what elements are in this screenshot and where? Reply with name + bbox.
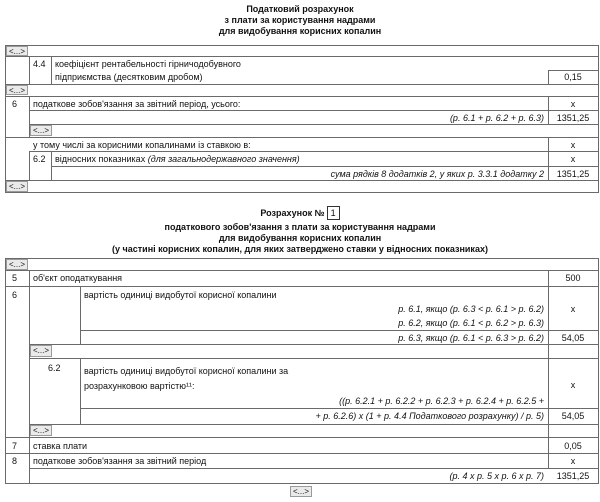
table2-row-8-label: податкове зобов'язання за звітний період xyxy=(33,456,207,466)
table2-row-7-number: 7 xyxy=(12,441,18,451)
table2-row-8-number: 8 xyxy=(12,456,18,466)
table1-row-6-2-label xyxy=(55,154,300,165)
table1-title-line2: з плати за користування надрами xyxy=(224,15,376,25)
table1-row-6-2-label-plain: відносних показниках xyxy=(55,154,146,164)
table2-row-8-formula: (р. 4 х р. 5 х р. 6 х р. 7) xyxy=(449,471,544,481)
table2-row-6-2-label-line1: вартість одиниці видобутої корисної копалини за xyxy=(84,366,289,376)
table2-row-6-2-x: x xyxy=(570,380,576,390)
table2-row-7-value: 0,05 xyxy=(564,441,582,451)
table1-ellipsis-row-3: <...> xyxy=(30,125,52,136)
table2-row-8-x: x xyxy=(570,456,576,466)
table2-row-6-2-formula-line2: + р. 6.2.6) х (1 + р. 4.4 Податкового розрахунку) / р. 5) xyxy=(315,411,544,421)
table2-ellipsis-row-1: <...> xyxy=(6,259,28,270)
table2-row-5-number: 5 xyxy=(12,273,18,283)
table2-title-line4: (у частині корисних копалин, для яких затверджено ставки у відносних показниках) xyxy=(112,244,488,254)
table1-row-4-4-label-line1: коефіцієнт рентабельності гірничодобувного xyxy=(55,59,241,69)
table1-title-line1: Податковий розрахунок xyxy=(246,4,354,14)
table1-ellipsis-row-2: <...> xyxy=(6,85,28,95)
table2-ellipsis-row-4: <...> xyxy=(290,486,312,497)
table1-row-6-2-label-italic: (для загальнодержавного значення) xyxy=(147,154,300,164)
table2-ellipsis-row-3: <...> xyxy=(30,425,52,436)
table1-incl-label: у тому числі за корисними копалинами із ставкою в: xyxy=(33,140,251,150)
table1-row-6-2-sum-label: сума рядків 8 додатків 2, у яких р. 3.3.1 додатку 2 xyxy=(330,169,544,179)
table2-row-6-2-value: 54,05 xyxy=(561,411,585,421)
table2-row-8-value: 1351,25 xyxy=(556,471,590,481)
table2-row-7-label: ставка плати xyxy=(33,441,88,451)
table1-row-6-number: 6 xyxy=(12,99,18,109)
table1-row-4-4-number: 4.4 xyxy=(33,59,46,69)
table2-row-6-x: x xyxy=(570,304,576,314)
table2-row-6-label: вартість одиниці видобутої корисної копалини xyxy=(84,290,277,300)
table1-row-6-2-number: 6.2 xyxy=(33,154,46,164)
table2-row-6-2-formula-line1: ((р. 6.2.1 + р. 6.2.2 + р. 6.2.3 + р. 6.2.4 + р. 6.2.5 + xyxy=(339,396,544,406)
table1-row-6-2-value: 1351,25 xyxy=(556,169,590,179)
table2-ellipsis-row-2: <...> xyxy=(30,345,52,357)
calc-number-box: 1 xyxy=(327,206,340,220)
table2-row-6-2-label-line2: розрахунковою вартістю¹¹: xyxy=(84,381,195,391)
table1-row-6-x: x xyxy=(570,99,576,109)
table2-row-6-value: 54,05 xyxy=(561,333,585,343)
table1-ellipsis-row-1: <...> xyxy=(6,46,28,56)
table2-row-5-label: об'єкт оподаткування xyxy=(33,273,123,283)
table1-row-4-4-label-line2: підприємства (десятковим дробом) xyxy=(55,72,203,82)
table2-row-5-value: 500 xyxy=(565,273,581,283)
table1-title-line3: для видобування корисних копалин xyxy=(218,26,382,36)
table1-ellipsis-row-4: <...> xyxy=(6,181,28,192)
table2-row-6-cond1: р. 6.1, якщо (р. 6.3 < р. 6.1 > р. 6.2) xyxy=(398,304,544,314)
table1-row-6-value: 1351,25 xyxy=(556,113,590,123)
table2-row-6-2-number: 6.2 xyxy=(48,363,61,373)
table2-title-line1 xyxy=(0,206,600,220)
table1-row-6-label: податкове зобов'язання за звітний період, усього: xyxy=(33,99,241,109)
table2-title-line3: для видобування корисних копалин xyxy=(218,233,382,243)
table1-row-6-2-x: x xyxy=(570,154,576,164)
table2-row-6-number: 6 xyxy=(12,290,18,300)
table1-incl-x: x xyxy=(570,140,576,150)
table2-row-6-cond3: р. 6.3, якщо (р. 6.1 < р. 6.3 > р. 6.2) xyxy=(398,333,544,343)
table2-row-6-cond2: р. 6.2, якщо (р. 6.1 < р. 6.2 > р. 6.3) xyxy=(398,318,544,328)
table2-title-line2: податкового зобов'язання з плати за користування надрами xyxy=(164,222,436,232)
table2-title-prefix: Розрахунок № xyxy=(260,208,325,218)
table1-row-6-formula: (р. 6.1 + р. 6.2 + р. 6.3) xyxy=(449,113,544,123)
table1-row-4-4-value: 0,15 xyxy=(564,72,582,82)
